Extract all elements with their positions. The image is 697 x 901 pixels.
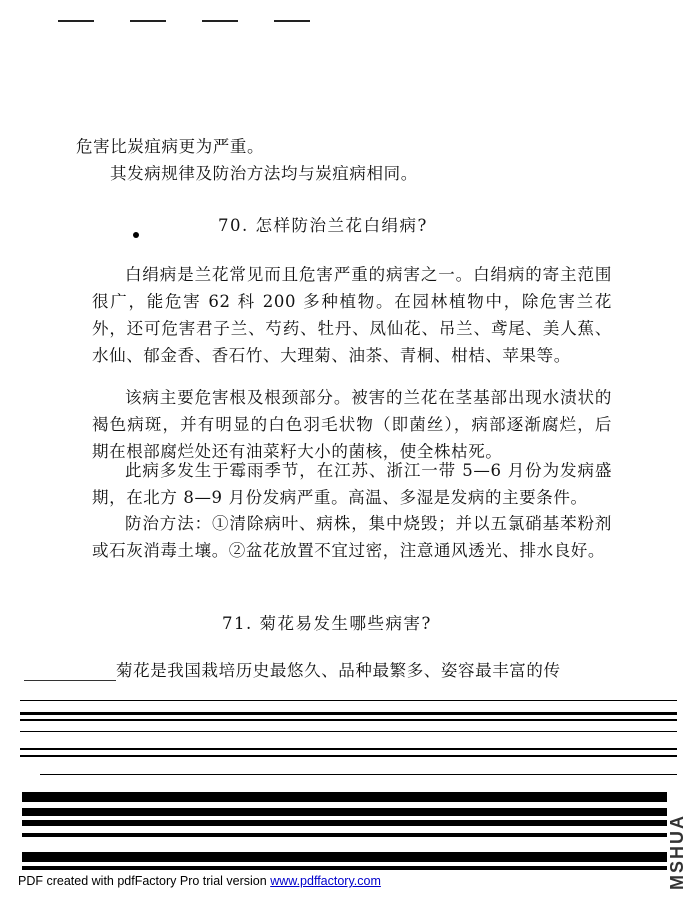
scan-line-12 [22,852,667,862]
ink-dot [133,232,139,238]
section-71-first-line: 菊花是我国栽培历史最悠久、品种最繁多、姿容最丰富的传 [116,661,561,680]
continued-text: 危害比炭疽病更为严重。 [76,137,265,156]
section-70-paragraph-3: 此病多发生于霉雨季节，在江苏、浙江一带 5—6 月份为发病盛期，在北方 8—9 月份发病严重。高温、多湿是发病的主要条件。 [92,461,612,507]
section-70-paragraph-2: 该病主要危害根及根颈部分。被害的兰花在茎基部出现水渍状的褐色病斑，并有明显的白色羽毛状物（即菌丝），病部逐渐腐烂，后期在根部腐烂处还有油菜籽大小的菌核，使全株枯死。 [92,388,612,461]
footer-prefix: PDF created with pdfFactory Pro trial version [18,874,271,888]
top-dash-2 [130,20,166,22]
side-watermark: MSHUA [667,814,687,890]
scan-line-5 [20,748,677,750]
scan-line-8 [22,792,667,802]
section-71-title: 71. 菊花易发生哪些病害? [222,614,432,633]
pdf-footer [18,874,381,888]
section-70-title: 70. 怎样防治兰花白绢病? [218,216,428,235]
scan-line-2 [20,712,677,715]
top-dash-4 [274,20,310,22]
section-70-paragraph-4: 防治方法：①清除病叶、病株，集中烧毁；并以五氯硝基苯粉剂或石灰消毒土壤。②盆花放置不宜过密，注意通风透光、排水良好。 [92,514,612,560]
footer-link[interactable]: www.pdffactory.com [270,874,381,888]
scan-line-11 [22,833,667,837]
continued-note: 其发病规律及防治方法均与炭疽病相同。 [110,164,418,183]
scan-line-3 [20,719,677,721]
top-dash-3 [202,20,238,22]
scan-line-13 [22,866,667,870]
scan-line-4 [20,731,677,732]
scan-line-9 [22,808,667,816]
scan-line-6 [20,755,677,757]
scan-line-7 [40,774,677,775]
scan-line-1 [20,700,677,701]
section-70-paragraph-1: 白绢病是兰花常见而且危害严重的病害之一。白绢病的寄主范围很广，能危害 62 科 200 多种植物。在园林植物中，除危害兰花外，还可危害君子兰、芍药、牡丹、凤仙花、吊兰、鸢尾、美人蕉、水仙、郁金香、香石竹、大理菊、油茶、青桐、柑桔、苹果等。 [92,265,612,365]
scan-underline [24,680,116,681]
top-dash-1 [58,20,94,22]
scan-line-10 [22,820,667,826]
